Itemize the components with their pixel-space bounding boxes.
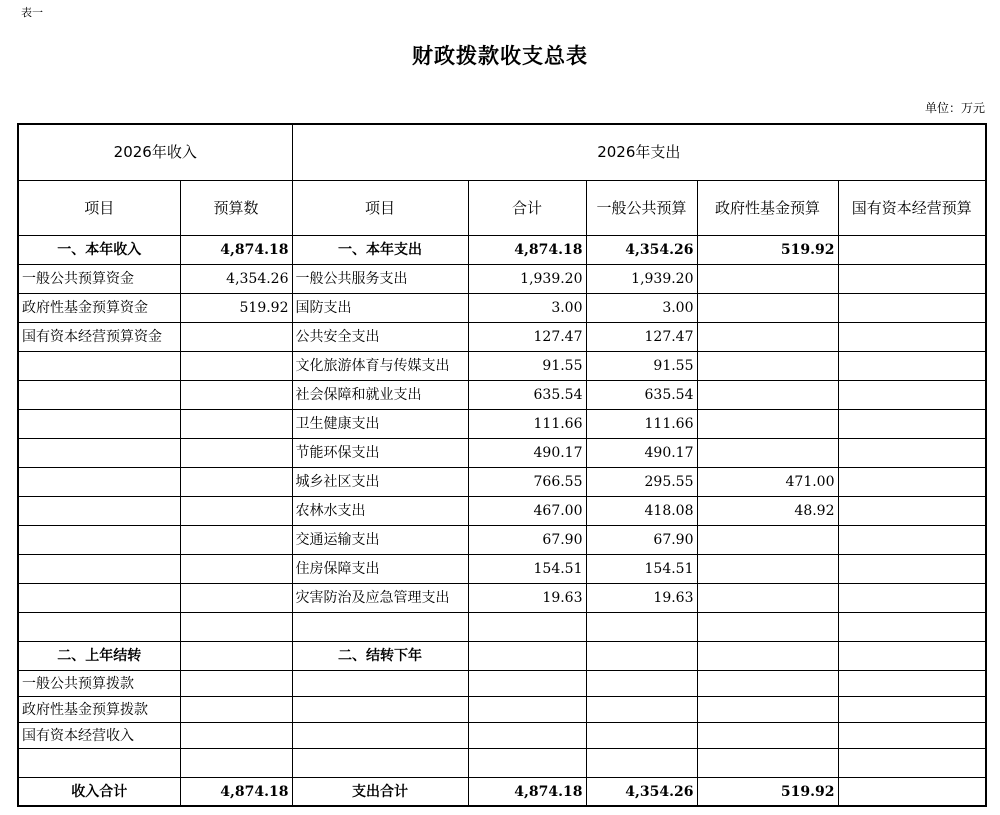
income-amount-cell (180, 749, 292, 778)
income-item-cell (18, 526, 180, 555)
income-amount-cell (180, 323, 292, 352)
fund-budget-cell (697, 671, 838, 697)
table-row (18, 613, 986, 642)
income-item-cell: 一、本年收入 (18, 236, 180, 265)
general-budget-cell (586, 671, 697, 697)
expense-item-cell: 一、本年支出 (292, 236, 468, 265)
fund-budget-cell: 471.00 (697, 468, 838, 497)
fund-budget-cell: 519.92 (697, 778, 838, 807)
income-amount-cell: 4,874.18 (180, 778, 292, 807)
expense-item-cell: 节能环保支出 (292, 439, 468, 468)
income-item-cell: 二、上年结转 (18, 642, 180, 671)
general-budget-cell: 295.55 (586, 468, 697, 497)
table-row (18, 352, 986, 381)
general-budget-cell: 1,939.20 (586, 265, 697, 294)
expense-total-cell: 4,874.18 (468, 236, 586, 265)
expense-item-cell (292, 671, 468, 697)
general-budget-cell (586, 613, 697, 642)
general-budget-cell: 3.00 (586, 294, 697, 323)
expense-total-cell: 154.51 (468, 555, 586, 584)
table-row (18, 236, 986, 265)
table-row (18, 697, 986, 723)
income-item-cell (18, 468, 180, 497)
income-item-cell: 一般公共预算拨款 (18, 671, 180, 697)
table-row (18, 410, 986, 439)
soe-budget-header: 国有资本经营预算 (838, 181, 986, 236)
income-item-cell (18, 410, 180, 439)
table-row (18, 778, 986, 807)
fund-budget-cell (697, 323, 838, 352)
income-group-header: 2026年收入 (18, 124, 292, 181)
fund-budget-cell (697, 526, 838, 555)
income-amount-cell (180, 613, 292, 642)
income-amount-cell (180, 381, 292, 410)
expense-item-cell: 城乡社区支出 (292, 468, 468, 497)
fund-budget-cell: 519.92 (697, 236, 838, 265)
expense-total-cell (468, 697, 586, 723)
income-amount-cell (180, 526, 292, 555)
fund-budget-cell (697, 410, 838, 439)
income-item-cell (18, 497, 180, 526)
expense-item-cell: 二、结转下年 (292, 642, 468, 671)
expense-item-cell: 农林水支出 (292, 497, 468, 526)
soe-budget-cell (838, 294, 986, 323)
table-row (18, 497, 986, 526)
expense-total-cell: 91.55 (468, 352, 586, 381)
general-budget-cell: 4,354.26 (586, 236, 697, 265)
fund-budget-cell: 48.92 (697, 497, 838, 526)
expense-total-cell (468, 749, 586, 778)
fund-budget-cell (697, 439, 838, 468)
table-row (18, 723, 986, 749)
expense-total-cell (468, 723, 586, 749)
soe-budget-cell (838, 697, 986, 723)
table-row (18, 294, 986, 323)
general-budget-cell: 635.54 (586, 381, 697, 410)
income-amount-cell (180, 410, 292, 439)
expense-total-cell: 127.47 (468, 323, 586, 352)
expense-total-cell: 4,874.18 (468, 778, 586, 807)
soe-budget-cell (838, 439, 986, 468)
general-budget-cell: 418.08 (586, 497, 697, 526)
general-budget-cell: 19.63 (586, 584, 697, 613)
soe-budget-cell (838, 497, 986, 526)
income-item-cell: 国有资本经营收入 (18, 723, 180, 749)
general-budget-cell: 4,354.26 (586, 778, 697, 807)
expense-item-cell: 支出合计 (292, 778, 468, 807)
fund-budget-cell (697, 294, 838, 323)
expense-group-header: 2026年支出 (292, 124, 986, 181)
expense-total-cell: 490.17 (468, 439, 586, 468)
income-item-cell: 收入合计 (18, 778, 180, 807)
doc-label: 表一 (21, 6, 43, 19)
income-amount-cell (180, 352, 292, 381)
income-amount-cell (180, 642, 292, 671)
income-amount-cell (180, 439, 292, 468)
soe-budget-cell (838, 723, 986, 749)
fund-budget-header: 政府性基金预算 (697, 181, 838, 236)
soe-budget-cell (838, 671, 986, 697)
general-budget-cell (586, 723, 697, 749)
general-budget-cell: 67.90 (586, 526, 697, 555)
income-item-cell: 国有资本经营预算资金 (18, 323, 180, 352)
income-amount-cell: 519.92 (180, 294, 292, 323)
soe-budget-cell (838, 526, 986, 555)
expense-total-cell (468, 671, 586, 697)
expense-item-cell: 一般公共服务支出 (292, 265, 468, 294)
expense-total-cell: 111.66 (468, 410, 586, 439)
fund-budget-cell (697, 723, 838, 749)
income-item-cell (18, 749, 180, 778)
expense-total-cell: 19.63 (468, 584, 586, 613)
table-row (18, 468, 986, 497)
unit-label: 单位：万元 (924, 101, 985, 115)
expense-item-cell (292, 723, 468, 749)
soe-budget-cell (838, 555, 986, 584)
header-row-group (18, 124, 986, 181)
fund-budget-cell (697, 381, 838, 410)
income-item-cell (18, 439, 180, 468)
expense-total-cell: 3.00 (468, 294, 586, 323)
table-row (18, 323, 986, 352)
income-item-header: 项目 (18, 181, 180, 236)
general-budget-cell: 154.51 (586, 555, 697, 584)
income-item-cell (18, 613, 180, 642)
expense-item-cell: 卫生健康支出 (292, 410, 468, 439)
soe-budget-cell (838, 584, 986, 613)
expense-item-cell: 交通运输支出 (292, 526, 468, 555)
expense-item-cell: 文化旅游体育与传媒支出 (292, 352, 468, 381)
page-title: 财政拨款收支总表 (412, 43, 588, 68)
table-row (18, 671, 986, 697)
expense-item-cell: 灾害防治及应急管理支出 (292, 584, 468, 613)
soe-budget-cell (838, 468, 986, 497)
fund-budget-cell (697, 584, 838, 613)
fund-budget-cell (697, 352, 838, 381)
income-item-cell (18, 555, 180, 584)
expense-item-cell (292, 697, 468, 723)
soe-budget-cell (838, 613, 986, 642)
soe-budget-cell (838, 323, 986, 352)
income-item-cell (18, 381, 180, 410)
general-budget-cell (586, 697, 697, 723)
income-amount-cell (180, 697, 292, 723)
expense-total-cell (468, 642, 586, 671)
expense-item-cell: 公共安全支出 (292, 323, 468, 352)
income-amount-cell (180, 555, 292, 584)
table-row (18, 381, 986, 410)
soe-budget-cell (838, 352, 986, 381)
expense-total-cell: 635.54 (468, 381, 586, 410)
income-amount-cell: 4,354.26 (180, 265, 292, 294)
soe-budget-cell (838, 749, 986, 778)
income-amount-cell (180, 584, 292, 613)
income-item-cell (18, 352, 180, 381)
table-row (18, 584, 986, 613)
fund-budget-cell (697, 265, 838, 294)
fund-budget-cell (697, 642, 838, 671)
expense-total-cell: 1,939.20 (468, 265, 586, 294)
income-item-cell (18, 584, 180, 613)
soe-budget-cell (838, 410, 986, 439)
expense-item-cell: 国防支出 (292, 294, 468, 323)
general-budget-cell (586, 642, 697, 671)
general-budget-cell: 490.17 (586, 439, 697, 468)
general-budget-cell (586, 749, 697, 778)
general-budget-cell: 127.47 (586, 323, 697, 352)
general-budget-cell: 91.55 (586, 352, 697, 381)
table-row (18, 439, 986, 468)
fund-budget-cell (697, 613, 838, 642)
expense-total-cell: 67.90 (468, 526, 586, 555)
expense-item-cell: 住房保障支出 (292, 555, 468, 584)
header-row-columns (18, 181, 986, 236)
expense-item-header: 项目 (292, 181, 468, 236)
soe-budget-cell (838, 778, 986, 807)
soe-budget-cell (838, 265, 986, 294)
expense-item-cell (292, 749, 468, 778)
soe-budget-cell (838, 236, 986, 265)
income-amount-cell (180, 468, 292, 497)
soe-budget-cell (838, 381, 986, 410)
table-row (18, 555, 986, 584)
budget-summary-table (17, 123, 987, 807)
table-row (18, 749, 986, 778)
income-amount-cell (180, 723, 292, 749)
income-amount-cell (180, 497, 292, 526)
expense-total-cell (468, 613, 586, 642)
income-amount-cell: 4,874.18 (180, 236, 292, 265)
expense-total-cell: 766.55 (468, 468, 586, 497)
total-header: 合计 (468, 181, 586, 236)
expense-total-cell: 467.00 (468, 497, 586, 526)
fund-budget-cell (697, 749, 838, 778)
table-row (18, 265, 986, 294)
income-item-cell: 政府性基金预算拨款 (18, 697, 180, 723)
expense-item-cell: 社会保障和就业支出 (292, 381, 468, 410)
income-item-cell: 一般公共预算资金 (18, 265, 180, 294)
income-item-cell: 政府性基金预算资金 (18, 294, 180, 323)
income-budget-header: 预算数 (180, 181, 292, 236)
table-row (18, 642, 986, 671)
soe-budget-cell (838, 642, 986, 671)
fund-budget-cell (697, 697, 838, 723)
fund-budget-cell (697, 555, 838, 584)
income-amount-cell (180, 671, 292, 697)
table-row (18, 526, 986, 555)
general-budget-header: 一般公共预算 (586, 181, 697, 236)
general-budget-cell: 111.66 (586, 410, 697, 439)
expense-item-cell (292, 613, 468, 642)
